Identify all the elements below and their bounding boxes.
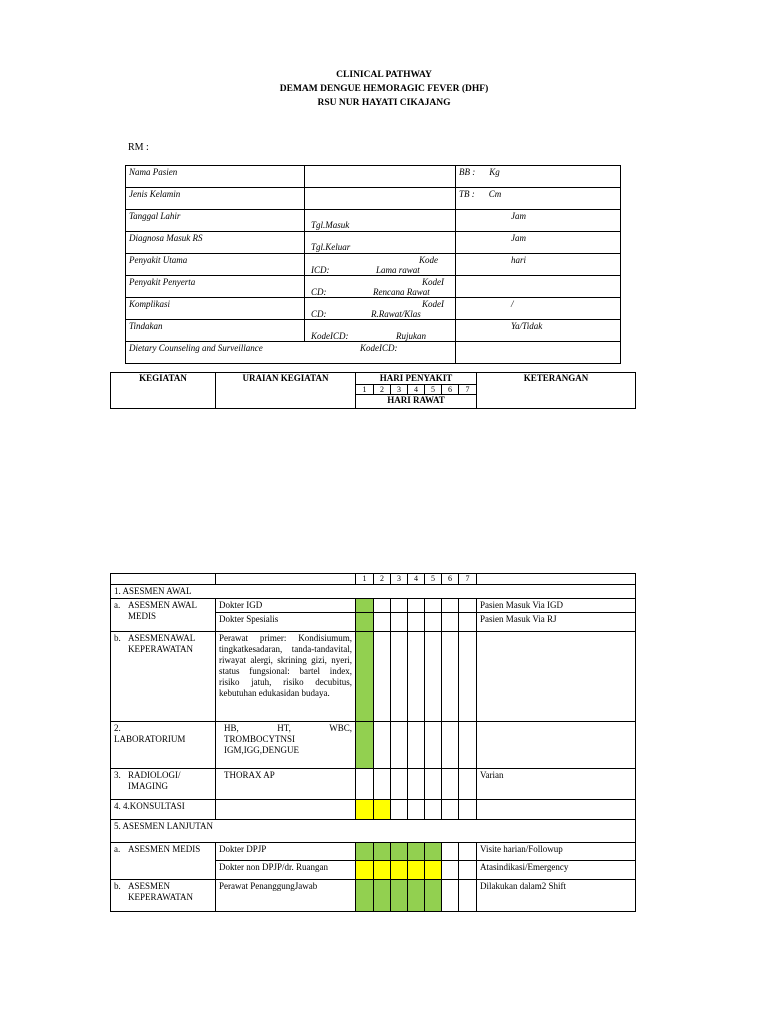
rencana-rawat-cell[interactable] xyxy=(456,276,621,298)
check-cell[interactable] xyxy=(425,800,442,820)
activity-table xyxy=(110,573,636,912)
jenis-kelamin-label: Jenis Kelamin xyxy=(126,188,305,210)
dokter-spesialis: Dokter Spesialis xyxy=(216,613,356,632)
rad-number: 3. xyxy=(114,770,121,780)
jam-label-1: Jam xyxy=(511,211,526,221)
lama-rawat-label: Lama rawat xyxy=(376,265,420,275)
asesmen-kep-cell xyxy=(111,880,216,912)
check-cell[interactable] xyxy=(408,861,425,880)
check-cell[interactable] xyxy=(374,613,391,632)
check-cell[interactable] xyxy=(408,769,425,800)
nama-pasien-label: Nama Pasien xyxy=(126,166,305,188)
kg-label: Kg xyxy=(489,167,500,177)
check-cell[interactable] xyxy=(425,722,442,769)
page-subtitle: DEMAM DENGUE HEMORAGIC FEVER (DHF) xyxy=(279,84,489,94)
laboratorium-label: LABORATORIUM xyxy=(114,734,186,744)
diagnosa-label: Diagnosa Masuk RS xyxy=(126,232,305,254)
check-cell[interactable] xyxy=(391,632,408,722)
check-cell[interactable] xyxy=(374,722,391,769)
check-cell[interactable] xyxy=(408,880,425,912)
check-cell[interactable] xyxy=(391,800,408,820)
lab-items: HB, HT, WBC, TROMBOCYTNSI IGM,IGG,DENGUE xyxy=(216,722,356,769)
check-cell[interactable] xyxy=(356,632,374,722)
icd-penyerta-cell[interactable] xyxy=(305,276,456,298)
lab-number: 2. xyxy=(114,723,121,733)
day-3: 3 xyxy=(391,574,408,585)
check-cell[interactable] xyxy=(425,632,442,722)
section-asesmen-lanjutan: 5. ASESMEN LANJUTAN xyxy=(111,820,636,843)
keterangan-header: KETERANGAN xyxy=(477,373,636,409)
asesmen-awal-kep-label: ASESMENAWAL KEPERAWATAN xyxy=(128,633,195,654)
check-cell[interactable] xyxy=(459,861,477,880)
pathway-header-table xyxy=(110,372,636,409)
check-cell[interactable] xyxy=(442,880,459,912)
ket-igd: Pasien Masuk Via IGD xyxy=(477,599,636,613)
day-2: 2 xyxy=(374,574,391,585)
kodeicd-label-1: KodeICD: xyxy=(311,331,349,341)
penyakit-utama-label: Penyakit Utama xyxy=(126,254,305,276)
dokter-non-dpjp: Dokter non DPJP/dr. Ruangan xyxy=(216,861,356,880)
check-cell[interactable] xyxy=(459,599,477,613)
check-cell[interactable] xyxy=(374,861,391,880)
kodei-label-2: KodeI xyxy=(422,299,444,309)
check-cell[interactable] xyxy=(459,722,477,769)
check-cell[interactable] xyxy=(374,800,391,820)
check-cell[interactable] xyxy=(356,843,374,861)
check-cell[interactable] xyxy=(356,613,374,632)
tgl-keluar-label: Tgl.Keluar xyxy=(311,242,351,252)
cd-label-1: CD: xyxy=(311,287,327,297)
check-cell[interactable] xyxy=(391,861,408,880)
day-7: 7 xyxy=(459,574,477,585)
cm-label: Cm xyxy=(488,189,502,199)
asesmen-awal-kep-cell xyxy=(111,632,216,722)
dietary-value[interactable] xyxy=(456,342,621,364)
check-cell[interactable] xyxy=(356,880,374,912)
kodeicd-label-2: KodeICD: xyxy=(360,343,398,353)
ket-rj: Pasien Masuk Via RJ xyxy=(477,613,636,632)
check-cell[interactable] xyxy=(391,769,408,800)
check-cell[interactable] xyxy=(459,632,477,722)
blank-cell xyxy=(477,574,636,585)
jam-keluar-cell[interactable] xyxy=(456,232,621,254)
uraian-header: URAIAN KEGIATAN xyxy=(216,373,356,409)
day-2: 2 xyxy=(374,385,391,395)
jam-masuk-cell[interactable] xyxy=(456,210,621,232)
day-1: 1 xyxy=(356,574,374,585)
tgl-keluar-cell[interactable] xyxy=(305,232,456,254)
rencana-rawat-label: Rencana Rawat xyxy=(373,287,430,297)
day-6: 6 xyxy=(442,385,459,395)
check-cell[interactable] xyxy=(356,800,374,820)
radiologi-label: RADIOLOGI/ IMAGING xyxy=(128,770,181,791)
hari-label: hari xyxy=(511,255,527,265)
ket-empty xyxy=(477,800,636,820)
check-cell[interactable] xyxy=(374,632,391,722)
cd-label-2: CD: xyxy=(311,309,327,319)
ya-tidak-label: Ya/Tidak xyxy=(511,321,543,331)
dietary-label: Dietary Counseling and Surveillance xyxy=(129,343,263,353)
ket-atas: Atasindikasi/Emergency xyxy=(477,861,636,880)
tgl-masuk-label: Tgl.Masuk xyxy=(311,220,350,230)
check-cell[interactable] xyxy=(459,880,477,912)
check-cell[interactable] xyxy=(442,613,459,632)
item-a-label: a. xyxy=(114,600,121,610)
check-cell[interactable] xyxy=(356,769,374,800)
check-cell[interactable] xyxy=(459,613,477,632)
day-6: 6 xyxy=(442,574,459,585)
komplikasi-label: Komplikasi xyxy=(126,298,305,320)
check-cell[interactable] xyxy=(356,599,374,613)
konsultasi-label: 4. 4.KONSULTASI xyxy=(111,800,216,820)
check-cell[interactable] xyxy=(442,599,459,613)
icd-label: ICD: xyxy=(311,265,330,275)
check-cell[interactable] xyxy=(425,613,442,632)
check-cell[interactable] xyxy=(391,880,408,912)
kodei-label-1: KodeI xyxy=(422,277,444,287)
day-1: 1 xyxy=(356,385,374,395)
klas-cell[interactable] xyxy=(456,298,621,320)
ket-empty xyxy=(477,722,636,769)
day-5: 5 xyxy=(425,385,442,395)
blank-cell xyxy=(111,574,216,585)
day-7: 7 xyxy=(459,385,477,395)
ket-shift: Dilakukan dalam2 Shift xyxy=(477,880,636,912)
perawat-pj: Perawat PenanggungJawab xyxy=(216,880,356,912)
check-cell[interactable] xyxy=(425,599,442,613)
dokter-dpjp: Dokter DPJP xyxy=(216,843,356,861)
patient-info-table xyxy=(125,165,621,364)
check-cell[interactable] xyxy=(459,800,477,820)
asesmen-medis-label: ASESMEN MEDIS xyxy=(128,844,201,854)
check-cell[interactable] xyxy=(442,800,459,820)
jenis-kelamin-value[interactable] xyxy=(305,188,456,210)
check-cell[interactable] xyxy=(408,722,425,769)
check-cell[interactable] xyxy=(408,613,425,632)
blank-cell xyxy=(216,574,356,585)
day-5: 5 xyxy=(425,574,442,585)
dokter-igd: Dokter IGD xyxy=(216,599,356,613)
item-a2-label: a. xyxy=(114,844,121,854)
penyakit-penyerta-label: Penyakit Penyerta xyxy=(126,276,305,298)
perawat-primer-text: Perawat primer: Kondisiumum, tingkatkesadaran, tanda-tandavital, riwayat alergi, skrining gizi, nyeri, status fungsional: bartel index, risiko jatuh, risiko decubitus, kebutuhan edukasidan budaya. xyxy=(216,632,356,722)
rujukan-label: Rujukan xyxy=(396,331,426,341)
asesmen-awal-medis-cell xyxy=(111,599,216,632)
icd-komplikasi-cell[interactable] xyxy=(305,298,456,320)
tgl-masuk-cell[interactable] xyxy=(305,210,456,232)
ket-visite: Visite harian/Followup xyxy=(477,843,636,861)
kode-label: Kode xyxy=(419,255,438,265)
radiologi-cell xyxy=(111,769,216,800)
day-4: 4 xyxy=(408,385,425,395)
asesmen-kep-label: ASESMEN KEPERAWATAN xyxy=(128,881,194,902)
check-cell[interactable] xyxy=(374,843,391,861)
asesmen-awal-medis-label: ASESMEN AWAL MEDIS xyxy=(128,600,197,621)
check-cell[interactable] xyxy=(391,599,408,613)
check-cell[interactable] xyxy=(425,861,442,880)
item-b2-label: b. xyxy=(114,881,121,891)
icd-utama-cell[interactable] xyxy=(305,254,456,276)
check-cell[interactable] xyxy=(391,843,408,861)
kegiatan-header: KEGIATAN xyxy=(111,373,216,409)
slash-label: / xyxy=(511,299,514,309)
ket-varian: Varian xyxy=(477,769,636,800)
check-cell[interactable] xyxy=(408,843,425,861)
hospital-name: RSU NUR HAYATI CIKAJANG xyxy=(317,98,451,108)
item-b-label: b. xyxy=(114,633,121,643)
check-cell[interactable] xyxy=(408,632,425,722)
check-cell[interactable] xyxy=(442,722,459,769)
tindakan-label: Tindakan xyxy=(126,320,305,342)
rm-label: RM : xyxy=(128,142,149,153)
check-cell[interactable] xyxy=(442,861,459,880)
check-cell[interactable] xyxy=(425,880,442,912)
rrawat-klas-label: R.Rawat/Klas xyxy=(371,309,421,319)
ket-empty xyxy=(477,632,636,722)
check-cell[interactable] xyxy=(356,861,374,880)
check-cell[interactable] xyxy=(425,769,442,800)
day-4: 4 xyxy=(408,574,425,585)
thorax-ap: THORAX AP xyxy=(216,769,356,800)
section-asesmen-awal: 1. ASESMEN AWAL xyxy=(111,585,636,599)
bb-label: BB : xyxy=(459,167,476,177)
check-cell[interactable] xyxy=(408,599,425,613)
jam-label-2: Jam xyxy=(511,233,526,243)
check-cell[interactable] xyxy=(374,599,391,613)
check-cell[interactable] xyxy=(391,722,408,769)
icd-tindakan-cell[interactable] xyxy=(305,320,456,342)
hari-penyakit-header: HARI PENYAKIT xyxy=(356,373,477,385)
check-cell[interactable] xyxy=(408,800,425,820)
day-3: 3 xyxy=(391,385,408,395)
tb-label: TB : xyxy=(459,189,475,199)
rujukan-cell[interactable] xyxy=(456,320,621,342)
lama-rawat-cell[interactable] xyxy=(456,254,621,276)
bb-cell[interactable] xyxy=(456,166,621,188)
konsultasi-empty xyxy=(216,800,356,820)
dietary-cell[interactable] xyxy=(126,342,456,364)
check-cell[interactable] xyxy=(442,769,459,800)
day-number-row xyxy=(111,574,636,585)
check-cell[interactable] xyxy=(374,880,391,912)
check-cell[interactable] xyxy=(459,843,477,861)
check-cell[interactable] xyxy=(442,632,459,722)
check-cell[interactable] xyxy=(459,769,477,800)
check-cell[interactable] xyxy=(442,843,459,861)
tb-cell[interactable] xyxy=(456,188,621,210)
check-cell[interactable] xyxy=(356,722,374,769)
check-cell[interactable] xyxy=(374,769,391,800)
laboratorium-cell xyxy=(111,722,216,769)
check-cell[interactable] xyxy=(425,843,442,861)
check-cell[interactable] xyxy=(391,613,408,632)
nama-pasien-value[interactable] xyxy=(305,166,456,188)
tanggal-lahir-label: Tanggal Lahir xyxy=(126,210,305,232)
asesmen-medis-cell xyxy=(111,843,216,880)
page-title: CLINICAL PATHWAY xyxy=(336,70,432,80)
hari-rawat-header: HARI RAWAT xyxy=(356,395,477,409)
